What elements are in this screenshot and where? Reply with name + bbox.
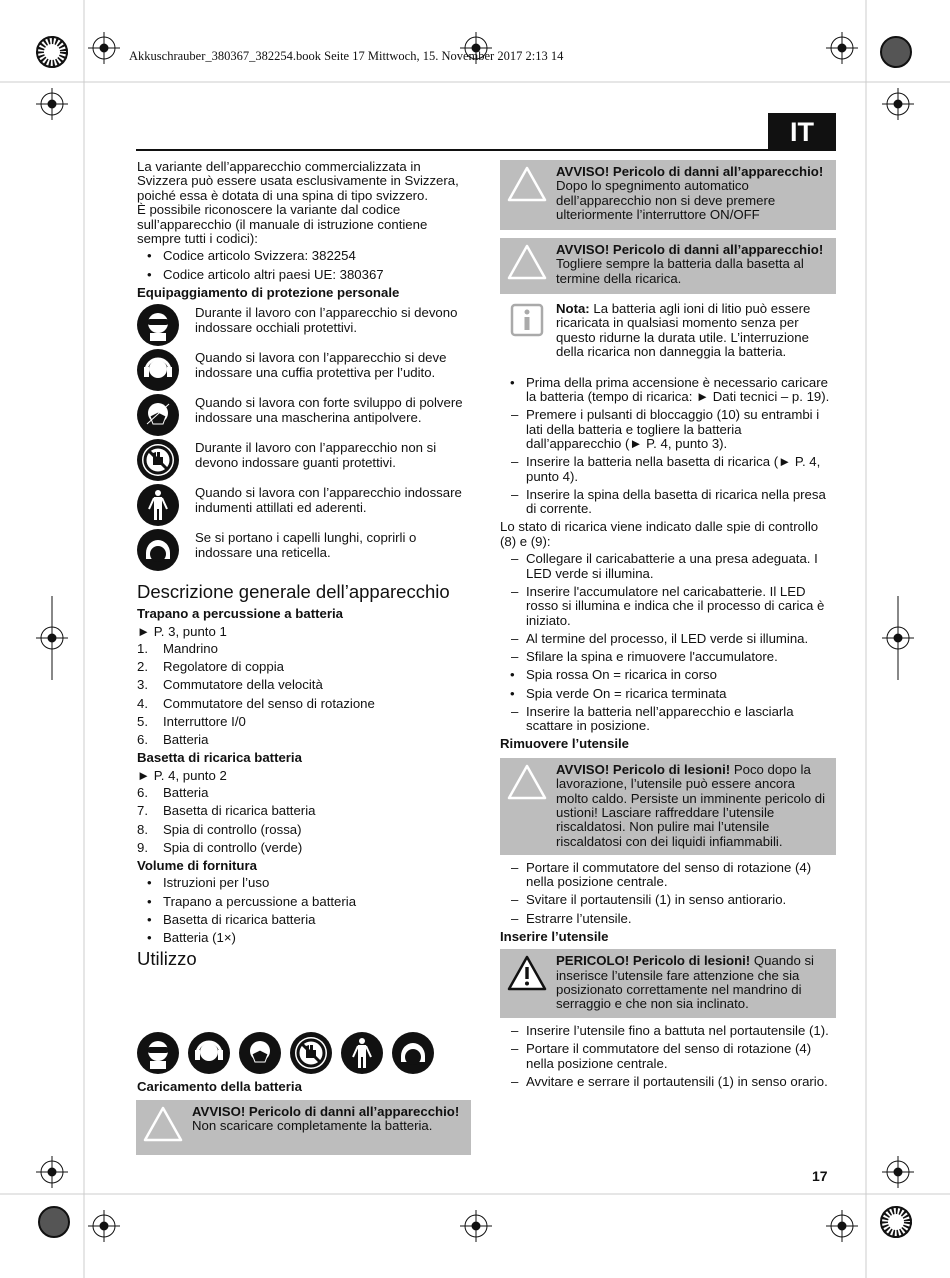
- registration-mark-left-bottom: [36, 1156, 68, 1188]
- ppe-heading: Equipaggiamento di protezione personale: [137, 284, 400, 300]
- registration-mark-bottom-center: [460, 1210, 492, 1242]
- gray-dot-top-right: [881, 37, 911, 67]
- registration-mark-top-right: [826, 32, 858, 64]
- list-item: – Estrarre l’utensile.: [500, 912, 836, 926]
- page-number: 17: [812, 1168, 828, 1184]
- list-item: – Avvitare e serrare il portautensili (1) in senso orario.: [500, 1075, 836, 1089]
- subheading: Volume di fornitura: [137, 857, 257, 873]
- ear-protection-icon: [137, 349, 179, 391]
- status-intro: Lo stato di ricarica viene indicato dalle spie di controllo (8) e (9):: [500, 519, 819, 549]
- star-target-top-left: [37, 37, 67, 67]
- ppe-item: [137, 349, 473, 394]
- right-column: [500, 160, 836, 1093]
- warning-outline-icon: [506, 763, 548, 801]
- codes-list: [137, 249, 473, 282]
- warning-outline-icon: [506, 243, 548, 281]
- notice-box: AVVISO! Pericolo di lesioni! Poco dopo la lavorazione, l’utensile può essere ancora molto caldo. Persiste un imminente pericolo di ustioni! Lasciare raffreddare l’utensile riscaldatosi. Non pulire mai l’utensile riscaldatosi con dei liquidi infiammabili.: [500, 758, 836, 855]
- usage-icons-row: [137, 1032, 473, 1074]
- left-column: [137, 160, 473, 969]
- list-item: – Inserire la batteria nell’apparecchio e lasciarla scattare in posizione.: [500, 705, 836, 734]
- language-tab: IT: [768, 113, 836, 151]
- list-item: – Al termine del processo, il LED verde si illumina.: [500, 632, 836, 646]
- tight-clothing-icon: [341, 1032, 383, 1074]
- ear-protection-icon: [188, 1032, 230, 1074]
- intro-paragraph: La variante dell’apparecchio commercializzata in Svizzera può essere usata esclusivamente in Svizzera, poiché essa è dotata di una spina di tipo svizzero.: [137, 159, 459, 203]
- list-item: – Svitare il portautensili (1) in senso antiorario.: [500, 893, 836, 907]
- registration-mark-right-bottom: [882, 1156, 914, 1188]
- list-item: 9. Spia di controllo (verde): [137, 839, 303, 855]
- list-item: 6. Batteria: [137, 732, 209, 748]
- gray-dot-bottom-left: [39, 1207, 69, 1237]
- ppe-item: [137, 439, 473, 484]
- list-item: • Codice articolo Svizzera: 382254: [137, 249, 473, 263]
- notice-box: AVVISO! Pericolo di danni all’apparecchio! Dopo lo spegnimento automatico dell’apparecchio non si deve premere ulteriormente l’interruttore ON/OFF: [500, 160, 836, 230]
- warning-outline-icon: [142, 1105, 184, 1143]
- steps-list: [500, 408, 836, 516]
- ppe-text: Durante il lavoro con l’apparecchio non si devono indossare guanti protettivi.: [195, 440, 437, 470]
- list-item: 3. Commutatore della velocità: [137, 677, 323, 693]
- list-item: • Spia verde On = ricarica terminata: [500, 687, 836, 701]
- registration-mark-left-middle: [36, 596, 68, 680]
- notice-box: AVVISO! Pericolo di danni all’apparecchio! Non scaricare completamente la batteria.: [136, 1100, 471, 1155]
- dust-mask-icon: [137, 394, 179, 436]
- list-item: 6. Batteria: [137, 785, 209, 801]
- danger-icon: [506, 954, 548, 992]
- list-item: – Portare il commutatore del senso di rotazione (4) nella posizione centrale.: [500, 861, 836, 890]
- intro-paragraph-2: È possibile riconoscere la variante dal codice sull’apparecchio (il manuale di istruzione contiene sempre tutti i codici):: [137, 202, 428, 247]
- registration-mark-right-top: [882, 88, 914, 120]
- reference: ► P. 4, punto 2: [137, 767, 227, 783]
- list-item: 7. Basetta di ricarica batteria: [137, 803, 316, 819]
- ppe-text: Quando si lavora con l’apparecchio indossare indumenti attillati ed aderenti.: [195, 485, 462, 515]
- subheading: Inserire l’utensile: [500, 928, 609, 944]
- hair-net-icon: [137, 529, 179, 571]
- steps-list: [500, 861, 836, 926]
- registration-mark-left-top: [36, 88, 68, 120]
- ppe-text: Quando si lavora con l’apparecchio si deve indossare una cuffia protettiva per l’udito.: [195, 350, 447, 380]
- dust-mask-icon: [239, 1032, 281, 1074]
- supply-list: [137, 876, 473, 945]
- list-item: – Inserire la batteria nella basetta di ricarica (► P. 4, punto 4).: [500, 455, 836, 484]
- subheading: Trapano a percussione a batteria: [137, 606, 343, 622]
- list-item: 1. Mandrino: [137, 641, 218, 657]
- charger-parts-list: [137, 786, 473, 855]
- list-item: – Collegare il caricabatterie a una presa adeguata. I LED verde si illumina.: [500, 552, 836, 581]
- list-item: – Inserire la spina della basetta di ricarica nella presa di corrente.: [500, 488, 836, 517]
- list-item: • Prima della prima accensione è necessario caricare la batteria (tempo di ricarica: ► Dati tecnici – p. 19).: [500, 376, 836, 405]
- steps-list: [500, 1024, 836, 1089]
- list-item: – Sfilare la spina e rimuovere l'accumulatore.: [500, 650, 836, 664]
- drill-parts-list: [137, 642, 473, 747]
- danger-box: PERICOLO! Pericolo di lesioni! Quando si inserisce l’utensile fare attenzione che sia posizionato correttamente nel mandrino di serraggio e che non sia inclinato.: [500, 949, 836, 1018]
- header-rule: [136, 149, 836, 151]
- safety-glasses-icon: [137, 1032, 179, 1074]
- ppe-item: [137, 529, 473, 574]
- section-heading: Descrizione generale dell’apparecchio: [137, 581, 450, 603]
- list-item: – Inserire l’utensile fino a battuta nel portautensile (1).: [500, 1024, 836, 1038]
- subheading: Basetta di ricarica batteria: [137, 750, 302, 766]
- running-head: Akkuschrauber_380367_382254.book Seite 17 Mittwoch, 15. November 2017 2:13 14: [129, 49, 564, 63]
- list-item: • Istruzioni per l’uso: [137, 876, 473, 890]
- list-item: • Basetta di ricarica batteria: [137, 913, 473, 927]
- reference: ► P. 3, punto 1: [137, 623, 227, 639]
- no-gloves-icon: [290, 1032, 332, 1074]
- hair-net-icon: [392, 1032, 434, 1074]
- tight-clothing-icon: [137, 484, 179, 526]
- registration-mark-bottom-left: [88, 1210, 120, 1242]
- registration-mark-bottom-right: [826, 1210, 858, 1242]
- list-item: – Premere i pulsanti di bloccaggio (10) su entrambi i lati della batteria e togliere la batteria dall’apparecchio (► P. 4, punto 3).: [500, 408, 836, 451]
- ppe-item: [137, 304, 473, 349]
- notice-box: AVVISO! Pericolo di danni all’apparecchio! Togliere sempre la batteria dalla basetta al termine della ricarica.: [500, 238, 836, 294]
- info-icon: [506, 302, 548, 340]
- safety-glasses-icon: [137, 304, 179, 346]
- star-target-bottom-right: [881, 1207, 911, 1237]
- list-item: • Batteria (1×): [137, 931, 473, 945]
- no-gloves-icon: [137, 439, 179, 481]
- ppe-text: Quando si lavora con forte sviluppo di polvere indossare una mascherina antipolvere.: [195, 395, 463, 425]
- section-heading: Utilizzo: [137, 948, 197, 970]
- status-list: [500, 668, 836, 701]
- registration-mark-right-middle: [882, 596, 914, 680]
- ppe-list: [137, 304, 473, 574]
- registration-mark-top-left: [88, 32, 120, 64]
- warning-outline-icon: [506, 165, 548, 203]
- ppe-item: [137, 484, 473, 529]
- list-item: 2. Regolatore di coppia: [137, 659, 284, 675]
- subheading: Caricamento della batteria: [137, 1079, 302, 1094]
- first-use-list: [500, 376, 836, 405]
- list-item: • Spia rossa On = ricarica in corso: [500, 668, 836, 682]
- list-item: 5. Interruttore I/0: [137, 713, 246, 729]
- subheading: Rimuovere l’utensile: [500, 736, 629, 752]
- steps-list: [500, 705, 836, 734]
- note-box: Nota: La batteria agli ioni di litio può essere ricaricata in qualsiasi momento senza per questo ridurne la durata utile. L’interruzione della ricarica non danneggia la batteria.: [500, 298, 836, 364]
- list-item: • Codice articolo altri paesi UE: 380367: [137, 268, 473, 282]
- ppe-text: Se si portano i capelli lunghi, coprirli o indossare una reticella.: [195, 530, 417, 560]
- list-item: – Portare il commutatore del senso di rotazione (4) nella posizione centrale.: [500, 1042, 836, 1071]
- list-item: 4. Commutatore del senso di rotazione: [137, 695, 375, 711]
- list-item: – Inserire l'accumulatore nel caricabatterie. Il LED rosso si illumina e indica che il processo di carica è iniziato.: [500, 585, 836, 628]
- steps-list: [500, 552, 836, 664]
- list-item: • Trapano a percussione a batteria: [137, 895, 473, 909]
- ppe-text: Durante il lavoro con l’apparecchio si devono indossare occhiali protettivi.: [195, 305, 458, 335]
- list-item: 8. Spia di controllo (rossa): [137, 821, 302, 837]
- ppe-item: [137, 394, 473, 439]
